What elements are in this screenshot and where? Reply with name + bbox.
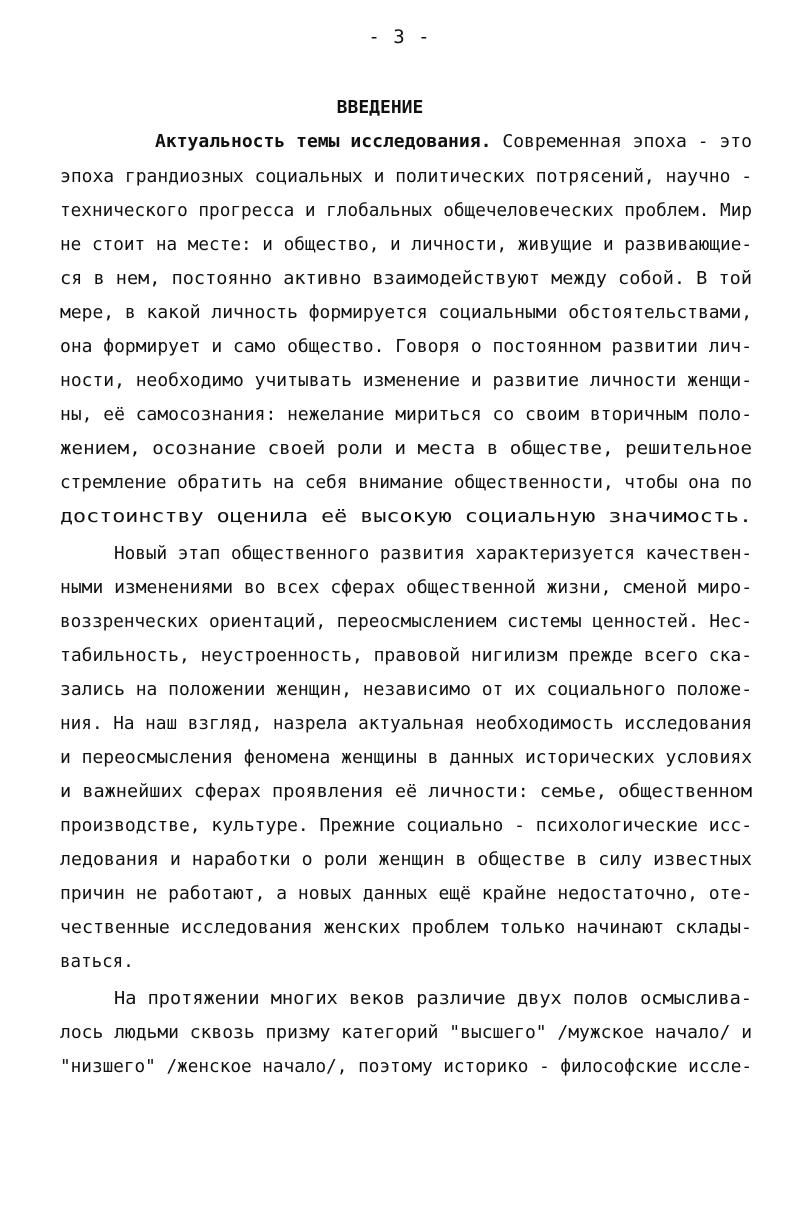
document-heading: ВВЕДЕНИЕ (336, 97, 424, 118)
text-line: не стоит на месте: и общество, и личности, живущие и развивающие- (60, 235, 752, 255)
text-line: зались на положении женщин, независимо от их социального положе- (60, 680, 752, 700)
text-line (155, 132, 752, 152)
text-line: и важнейших сферах проявления её личности: семье, общественном (60, 782, 752, 802)
text-line: жением, осознание своей роли и места в обществе, решительное (60, 439, 753, 459)
page-number: - 3 - (368, 26, 431, 48)
text-line: ны, её самосознания: нежелание мириться со своим вторичным поло- (60, 405, 752, 425)
text-line: ледования и наработки о роли женщин в обществе в силу известных (60, 850, 752, 870)
text-line: На протяжении многих веков различие двух полов осмыслива- (114, 989, 752, 1009)
text-line: ся в нем, постоянно активно взаимодействуют между собой. В той (60, 269, 752, 289)
text-line: производстве, культуре. Прежние социально - психологические исс- (60, 816, 752, 836)
text-line: чественные исследования женских проблем только начинают склады- (60, 918, 752, 938)
text-line: стремление обратить на себя внимание общественности, чтобы она по (60, 473, 752, 493)
text-line: она формирует и само общество. Говоря о постоянном развитии лич- (60, 337, 752, 357)
text-line: ваться. (60, 952, 134, 972)
text-line: табильность, неустроенность, правовой нигилизм прежде всего ска- (60, 646, 752, 666)
text-line: лось людьми сквозь призму категорий "высшего" /мужское начало/ и (60, 1023, 752, 1043)
text-line: причин не работают, а новых данных ещё крайне недостаточно, оте- (60, 884, 752, 904)
lead-phrase: Актуальность темы исследования. (155, 132, 492, 152)
text-line: воззренческих ориентаций, переосмыслением системы ценностей. Нес- (60, 612, 752, 632)
text-line: ными изменениями во всех сферах общественной жизни, сменой миро- (60, 578, 752, 598)
text-line: и переосмысления феномена женщины в данных исторических условиях (60, 748, 752, 768)
text-line: Новый этап общественного развития характеризуется качествен- (114, 544, 753, 564)
text-line: эпоха грандиозных социальных и политических потрясений, научно - (60, 167, 752, 187)
text-line: мере, в какой личность формируется социальными обстоятельствами, (60, 303, 752, 323)
text-line: достоинству оценила её высокую социальную значимость. (60, 507, 752, 527)
text-line: ния. На наш взгляд, назрела актуальная необходимость исследования (60, 714, 752, 734)
text-line: ности, необходимо учитывать изменение и развитие личности женщи- (60, 371, 752, 391)
text-line: технического прогресса и глобальных общечеловеческих проблем. Мир (60, 201, 752, 221)
lead-rest: Современная эпоха - это (491, 132, 752, 152)
text-line: "низшего" /женское начало/, поэтому историко - философские иссле- (60, 1057, 752, 1077)
